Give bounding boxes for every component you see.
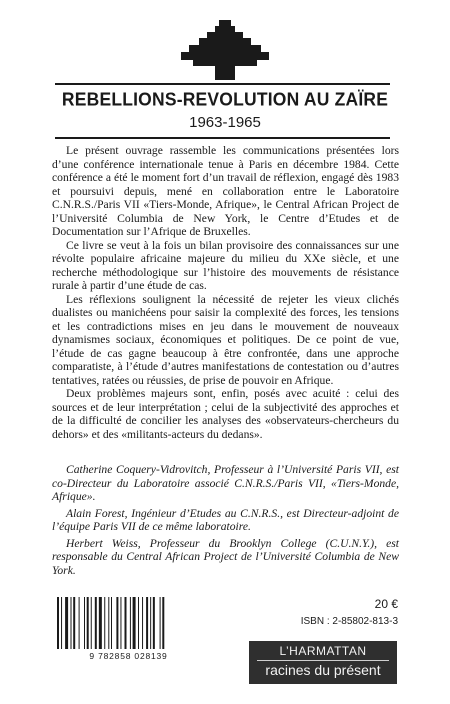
barcode [55, 597, 202, 649]
price: 20 € [374, 597, 398, 611]
title-rule-bottom [55, 137, 390, 139]
barcode-bar [160, 597, 161, 649]
barcode-bar [84, 597, 85, 649]
book-years: 1963-1965 [189, 114, 261, 131]
publisher-emblem-icon [181, 20, 269, 80]
publisher-logo [249, 641, 397, 684]
barcode-bar [130, 597, 131, 649]
barcode-bar [146, 597, 148, 649]
barcode-bar [79, 597, 80, 649]
barcode-bar [138, 597, 139, 649]
isbn: ISBN : 2-85802-813-3 [300, 616, 398, 627]
barcode-bar [120, 597, 121, 649]
blurb-paragraph: Les réflexions soulignent la nécessité de rejeter les vieux clichés dualistes ou manichéens pour saisir la complexité des forces, les tensions et les contradictions mises en jeu dans le mouvement de nouveaux dynamismes sociaux, économiques et politiques. De ce point de vue, l’étude de cas gagne beaucoup à être confrontée, dans une approche comparatiste, à l’étude d’autres manifestations de contestation ou d’autres tentatives, ratées ou réussies, de prise de pouvoir en Afrique. [52, 292, 399, 387]
book-title: REBELLIONS-REVOLUTION AU ZAÏRE [61, 88, 389, 110]
blurb-paragraph: Deux problèmes majeurs sont, enfin, posés avec acuité : celui des sources et de leur interprétation ; celui de la subjectivité des approches et de la difficulté de concilier les analyses des «observateurs-chercheurs du dehors» et des «militants-acteurs du dedans». [52, 387, 399, 441]
author-bios [52, 463, 399, 580]
barcode-bar [125, 597, 127, 649]
barcode-bar [150, 597, 151, 649]
title-rule-top [55, 83, 390, 85]
barcode-bar [73, 597, 75, 649]
barcode-bar [71, 597, 72, 649]
publisher-name: L’HARMATTAN [279, 644, 367, 658]
barcode-bar [104, 597, 105, 649]
barcode-bar [57, 597, 59, 649]
collection-name: racines du présent [265, 662, 381, 678]
author-bio: Catherine Coquery-Vidrovitch, Professeur à l’Université Paris VII, est co-Directeur du Laboratoire associé C.N.R.S./Paris VII, «Tiers-Monde, Afrique». [52, 463, 399, 503]
barcode-bar [116, 597, 118, 649]
blurb-text [52, 144, 399, 441]
barcode-bar [142, 597, 143, 649]
barcode-bar [91, 597, 92, 649]
barcode-bar [61, 597, 62, 649]
barcode-bar [133, 597, 136, 649]
blurb-paragraph: Ce livre se veut à la fois un bilan provisoire des connaissances sur une révolte populaire africaine majeure du milieu du XXe siècle, et une recherche méthodologique sur l’histoire des mouvements de résistance rurale à partir d’une étude de cas. [52, 238, 399, 292]
barcode-bar [111, 597, 112, 649]
author-bio: Herbert Weiss, Professeur du Brooklyn College (C.U.N.Y.), est responsable du Central African Project de l’Université Columbia de New York. [52, 536, 399, 577]
barcode-bar [95, 597, 97, 649]
barcode-bar [108, 597, 109, 649]
barcode-bar [87, 597, 89, 649]
author-bio: Alain Forest, Ingénieur d’Etudes au C.N.R.S., est Directeur-adjoint de l’équipe Paris VII de ce même laboratoire. [52, 506, 399, 533]
barcode-bar [153, 597, 155, 649]
barcode-number: 9 782858 028139 [89, 651, 168, 661]
barcode-bar [162, 597, 164, 649]
blurb-paragraph: Le présent ouvrage rassemble les communications présentées lors d’une conférence internationale tenue à Paris en décembre 1984. Cette conférence a été le moment fort d’un travail de réflexion, engagé dès 1983 et poursuivi depuis, mené en collaboration entre le Laboratoire C.N.R.S./Paris VII «Tiers-Monde, Afrique», le Central African Project de l’Université Columbia de New York, le Centre d’Etudes et de Documentation sur l’Afrique de Bruxelles. [52, 144, 399, 238]
publisher-divider [257, 660, 389, 661]
barcode-bar [99, 597, 102, 649]
barcode-bar [65, 597, 68, 649]
